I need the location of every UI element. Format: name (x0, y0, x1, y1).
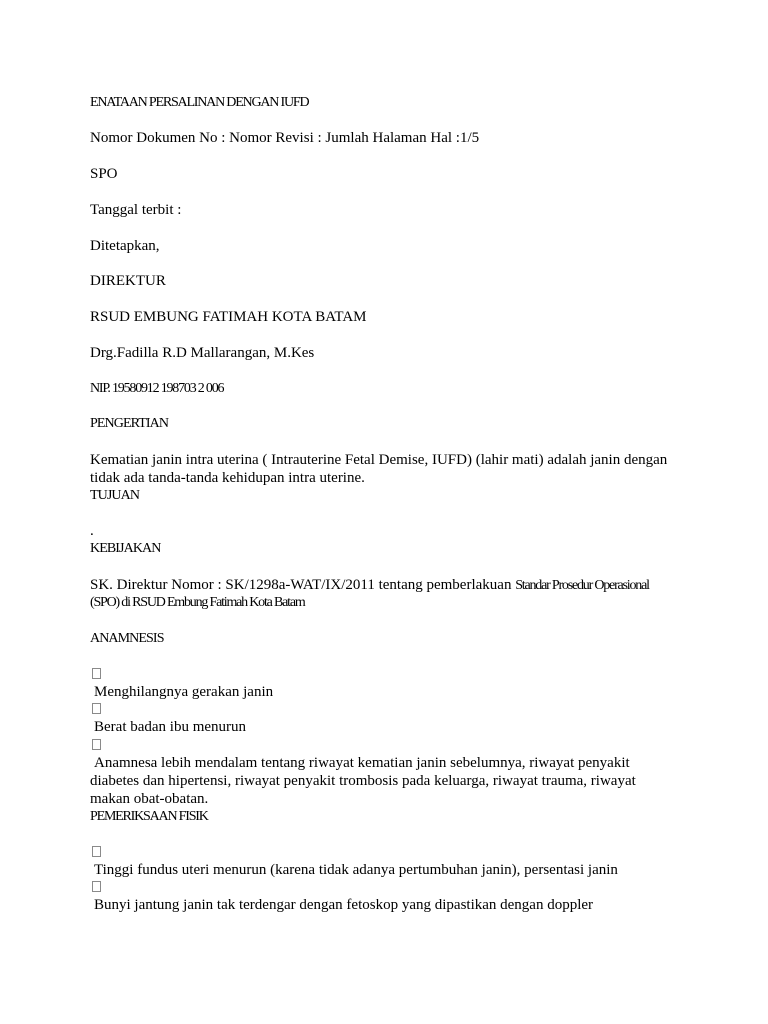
bullet-box-icon (92, 739, 101, 750)
pemeriksaan-heading: PEMERIKSAAN FISIK (90, 809, 208, 824)
kebijakan-text-part2: Standar Prosedur Operasional (515, 578, 649, 593)
hospital-name: RSUD EMBUNG FATIMAH KOTA BATAM (90, 309, 367, 325)
bullet-box-icon (92, 668, 101, 679)
anamnesis-item-1: Menghilangnya gerakan janin (94, 684, 274, 700)
anamnesis-item-3-line3: makan obat-obatan. (90, 791, 209, 807)
bullet-box-icon (92, 881, 101, 892)
ditetapkan-label: Ditetapkan, (90, 238, 160, 254)
anamnesis-item-3-line1: Anamnesa lebih mendalam tentang riwayat kematian janin sebelumnya, riwayat penyakit (94, 755, 630, 771)
pemeriksaan-item-2: Bunyi jantung janin tak terdengar dengan fetoskop yang dipastikan dengan doppler (94, 897, 594, 913)
tujuan-text: . (90, 523, 94, 539)
anamnesis-heading: ANAMNESIS (90, 631, 164, 646)
pengertian-text-line1: Kematian janin intra uterina ( Intrauterine Fetal Demise, IUFD) (lahir mati) adalah janin dengan (90, 452, 668, 468)
pengertian-heading: PENGERTIAN (90, 416, 169, 431)
kebijakan-text-line2: (SPO) di RSUD Embung Fatimah Kota Batam (90, 595, 305, 610)
anamnesis-item-2: Berat badan ibu menurun (94, 719, 247, 735)
issue-date-label: Tanggal terbit : (90, 202, 182, 218)
spo-label: SPO (90, 166, 118, 182)
tujuan-heading: TUJUAN (90, 488, 140, 503)
pengertian-text-line2: tidak ada tanda-tanda kehidupan intra uterine. (90, 470, 365, 486)
kebijakan-text-part1: SK. Direktur Nomor : SK/1298a-WAT/IX/2011 tentang pemberlakuan (90, 577, 516, 593)
director-nip: NIP. 19580912 198703 2 006 (90, 381, 224, 396)
director-name: Drg.Fadilla R.D Mallarangan, M.Kes (90, 345, 315, 361)
kebijakan-text-line1 (90, 576, 649, 595)
kebijakan-heading: KEBIJAKAN (90, 541, 161, 556)
pemeriksaan-item-1: Tinggi fundus uteri menurun (karena tidak adanya pertumbuhan janin), persentasi janin (94, 862, 618, 878)
bullet-box-icon (92, 846, 101, 857)
bullet-box-icon (92, 703, 101, 714)
document-number-line: Nomor Dokumen No : Nomor Revisi : Jumlah Halaman Hal :1/5 (90, 130, 480, 146)
document-title: ENATAAN PERSALINAN DENGAN IUFD (90, 95, 309, 110)
anamnesis-item-3-line2: diabetes dan hipertensi, riwayat penyakit trombosis pada keluarga, riwayat trauma, riwayat (90, 773, 636, 789)
direktur-label: DIREKTUR (90, 273, 166, 289)
